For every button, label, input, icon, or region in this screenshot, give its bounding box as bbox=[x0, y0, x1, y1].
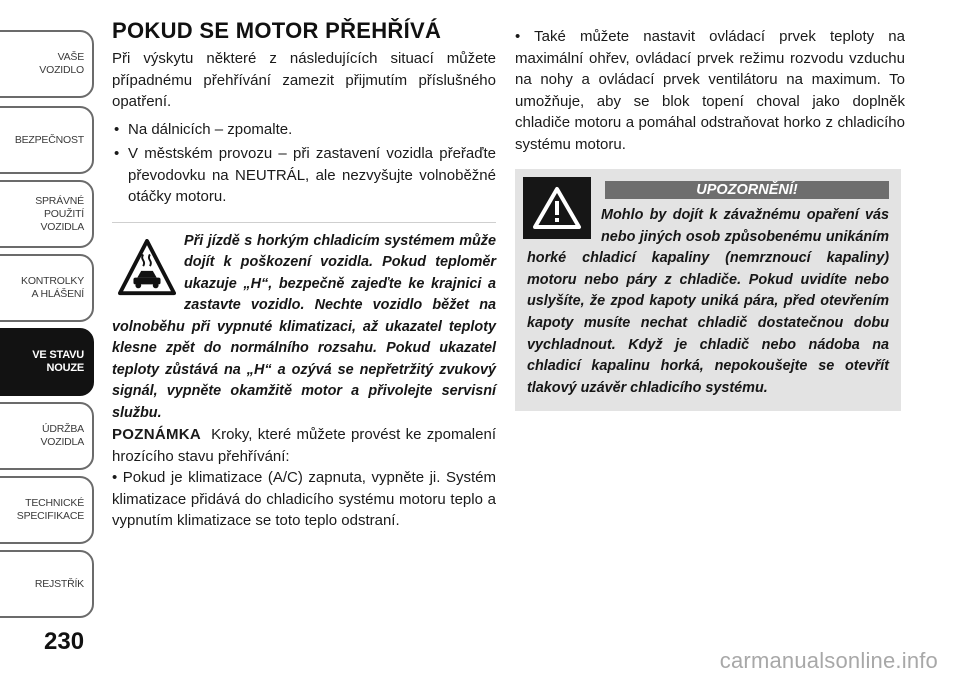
list-item: • Na dálnicích – zpomalte. bbox=[112, 119, 496, 141]
note-paragraph bbox=[112, 424, 496, 467]
tab-udrzba[interactable]: ÚDRŽBA VOZIDLA bbox=[0, 402, 94, 470]
warning-triangle-icon bbox=[523, 177, 591, 239]
tab-vase-vozidlo[interactable]: VAŠE VOZIDLO bbox=[0, 30, 94, 98]
intro-paragraph: Při výskytu některé z následujících situací můžete případnému přehřívání zamezit přijmutím příslušného opatření. bbox=[112, 50, 496, 110]
tab-technicke-specifikace[interactable]: TECHNICKÉ SPECIFIKACE bbox=[0, 476, 94, 544]
page-number: 230 bbox=[44, 628, 85, 655]
tab-kontrolky[interactable]: KONTROLKY A HLÁŠENÍ bbox=[0, 254, 94, 322]
warning-text: Mohlo by dojít k závažnému opaření vás nebo jiných osob způsobenému unikáním horké chladicí kapaliny (nemrznoucí kapaliny) motoru nebo páry z chladiče. Pokud uvidíte nebo uslyšíte, že zpod kapoty uniká pára, před otevřením kapoty musíte nechat chladič dostatečnou dobu vychladnout. Když je chladič nebo nádoba na chladicí kapalinu horká, nepokoušejte se otevřít tlakový uzávěr chladicího systému. bbox=[527, 207, 889, 396]
heater-paragraph: • Také můžete nastavit ovládací prvek teploty na maximální ohřev, ovládací prvek režimu rozvodu vzduchu na nohy a ovládací prvek ventilátoru na maximum. To umožňuje, aby se blok topení choval jako doplněk chladiče motoru a pomáhal odstraňovat horko z chladicího systému motoru. bbox=[515, 28, 905, 153]
page-title: POKUD SE MOTOR PŘEHŘÍVÁ bbox=[112, 18, 442, 43]
chapter-tabs bbox=[0, 0, 100, 640]
tab-rejstrik[interactable]: REJSTŘÍK bbox=[0, 550, 94, 618]
warning-header: UPOZORNĚNÍ! bbox=[605, 181, 889, 199]
note-text: Kroky, které můžete provést ke zpomalení hrozícího stavu přehřívání: bbox=[112, 426, 496, 465]
tab-spravne-pouziti[interactable]: SPRÁVNÉ POUŽITÍ VOZIDLA bbox=[0, 180, 94, 248]
caution-block bbox=[112, 222, 496, 425]
caution-text: Při jízdě s horkým chladicím systémem může dojít k poškození vozidla. Pokud teploměr ukazuje „H“, bezpečně zajeďte ke krajnici a zastavte vozidlo. Nechte vozidlo běžet na volnoběhu při vypnuté klimatizaci, až ukazatel teploty klesne zpět do normálního rozsahu. Pokud ukazatel teploty zůstává na „H“ a ozývá se nepřetržitý zvukový signál, vypněte okamžitě motor a přivolejte servisní službu. bbox=[112, 232, 496, 421]
tips-list bbox=[112, 119, 496, 208]
ac-paragraph: • Pokud je klimatizace (A/C) zapnuta, vypněte ji. Systém klimatizace přidává do chladicího systému motoru teplo a vypnutím klimatizace se toto teplo odstraní. bbox=[112, 469, 496, 529]
note-label: POZNÁMKA bbox=[112, 426, 202, 443]
list-item: • V městském provozu – při zastavení vozidla přeřaďte převodovku na NEUTRÁL, ale nezvyšujte volnoběžné otáčky motoru. bbox=[112, 143, 496, 208]
tab-ve-stavu-nouze[interactable]: VE STAVU NOUZE bbox=[0, 328, 94, 396]
watermark: carmanualsonline.info bbox=[719, 648, 938, 673]
tab-bezpecnost[interactable]: BEZPEČNOST bbox=[0, 106, 94, 174]
left-column bbox=[112, 18, 496, 532]
car-temperature-caution-icon bbox=[118, 239, 176, 297]
warning-box bbox=[515, 169, 901, 411]
right-column bbox=[515, 26, 905, 411]
